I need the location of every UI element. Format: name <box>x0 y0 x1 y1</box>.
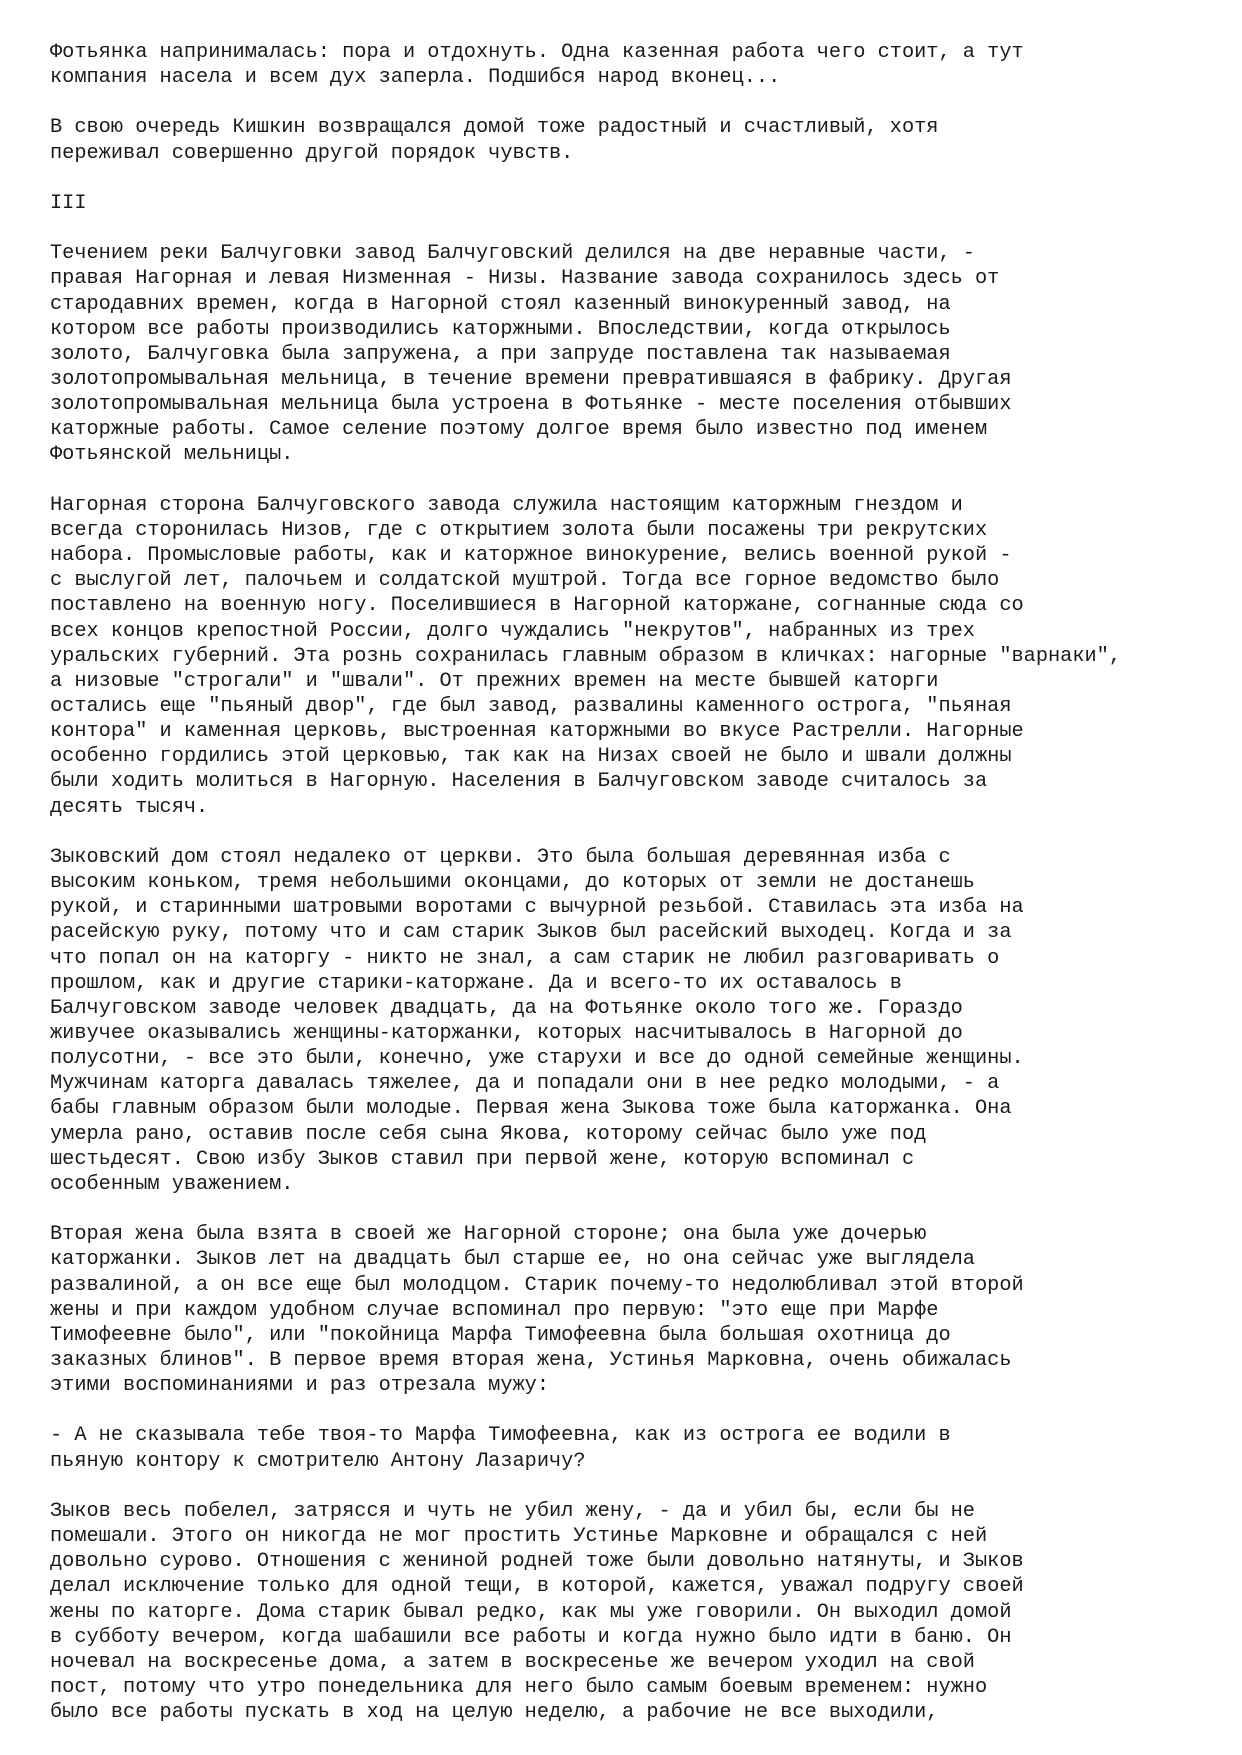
paragraph-4: Нагорная сторона Балчуговского завода служила настоящим каторжным гнездом и всегда сторонилась Низов, где с открытием золота были посажены три рекрутских набора. Промысловые работы, как и каторжное винокурение, велись военной рукой - с выслугой лет, палочьем и солдатской муштрой. Тогда все горное ведомство было поставлено на военную ногу. Поселившиеся в Нагорной каторжане, согнанные сюда со всех концов крепостной России, долго чуждались "некрутов", набранных из трех уральских губерний. Эта рознь сохранилась главным образом в кличках: нагорные "варнаки", а низовые "строгали" и "швали". От прежних времен на месте бывшей каторги остались еще "пьяный двор", где был завод, развалины каменного острога, "пьяная контора" и каменная церковь, выстроенная каторжными во вкусе Растрелли. Нагорные особенно гордились этой церковью, так как на Низах своей не было и швали должны были ходить молиться в Нагорную. Населения в Балчуговском заводе считалось за десять тысяч. <box>50 493 1122 819</box>
paragraph-1: Фотьянка напринималась: пора и отдохнуть. Одна казенная работа чего стоит, а тут компания насела и всем дух заперла. Подшибся народ вконец... <box>50 41 1024 90</box>
chapter-heading: III <box>50 191 87 215</box>
dialogue-line: - А не сказывала тебе твоя-то Марфа Тимофеевна, как из острога ее водили в пьяную контору к смотрителю Антону Лазаричу? <box>50 1424 951 1473</box>
paragraph-5: Зыковский дом стоял недалеко от церкви. Это была большая деревянная изба с высоким коньком, тремя небольшими оконцами, до которых от земли не достанешь рукой, и старинными шатровыми воротами с вычурной резьбой. Ставилась эта изба на расейскую руку, потому что и сам старик Зыков был расейский выходец. Когда и за что попал он на каторгу - никто не знал, а сам старик не любил разговаривать о прошлом, как и другие старики-каторжане. Да и всего-то их оставалось в Балчуговском заводе человек двадцать, да на Фотьянке около того же. Гораздо живучее оказывались женщины-каторжанки, которых насчитывалось в Нагорной до полусотни, - все это были, конечно, уже старухи и все до одной семейные женщины. Мужчинам каторга давалась тяжелее, да и попадали они в нее редко молодыми, - а бабы главным образом были молодые. Первая жена Зыкова тоже была каторжанка. Она умерла рано, оставив после себя сына Якова, которому сейчас было уже под шестьдесят. Свою избу Зыков ставил при первой жене, которую вспоминал с особенным уважением. <box>50 845 1024 1196</box>
paragraph-2: В свою очередь Кишкин возвращался домой тоже радостный и счастливый, хотя переживал совершенно другой порядок чувств. <box>50 116 939 165</box>
paragraph-7: Зыков весь побелел, затрясся и чуть не убил жену, - да и убил бы, если бы не помешали. Этого он никогда не мог простить Устинье Марковне и обращался с ней довольно сурово. Отношения с жениной родней тоже были довольно натянуты, и Зыков делал исключение только для одной тещи, в которой, кажется, уважал подругу своей жены по каторге. Дома старик бывал редко, как мы уже говорили. Он выходил домой в субботу вечером, когда шабашили все работы и когда нужно было идти в баню. Он ночевал на воскресенье дома, а затем в воскресенье же вечером уходил на свой пост, потому что утро понедельника для него было самым боевым временем: нужно было все работы пускать в ход на целую неделю, а рабочие не все выходили, <box>50 1499 1024 1725</box>
document-text <box>50 40 1230 1750</box>
paragraph-6: Вторая жена была взята в своей же Нагорной стороне; она была уже дочерью каторжанки. Зыков лет на двадцать был старше ее, но она сейчас уже выглядела развалиной, а он все еще был молодцом. Старик почему-то недолюбливал этой второй жены и при каждом удобном случае вспоминал про первую: "это еще при Марфе Тимофеевне было", или "покойница Марфа Тимофеевна была большая охотница до заказных блинов". В первое время вторая жена, Устинья Марковна, очень обижалась этими воспоминаниями и раз отрезала мужу: <box>50 1223 1024 1398</box>
paragraph-3: Течением реки Балчуговки завод Балчуговский делился на две неравные части, - правая Нагорная и левая Низменная - Низы. Название завода сохранилось здесь от стародавних времен, когда в Нагорной стоял казенный винокуренный завод, на котором все работы производились каторжными. Впоследствии, когда открылось золото, Балчуговка была запружена, а при запруде поставлена так называемая золотопромывальная мельница, в течение времени превратившаяся в фабрику. Другая золотопромывальная мельница была устроена в Фотьянке - месте поселения отбывших каторжные работы. Самое селение поэтому долгое время было известно под именем Фотьянской мельницы. <box>50 242 1012 467</box>
